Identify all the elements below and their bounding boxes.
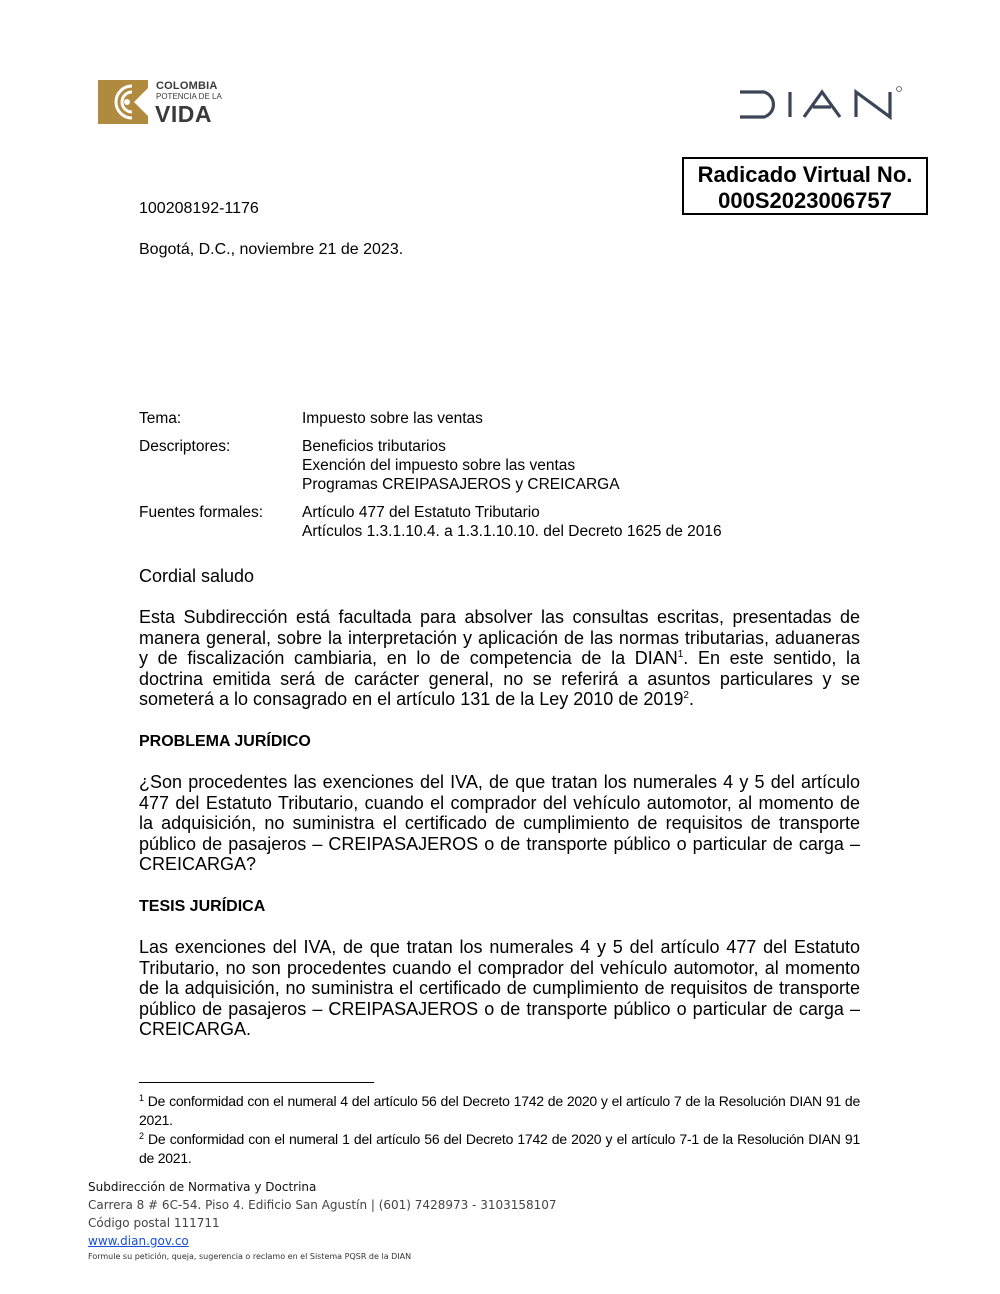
intro-text-part3: .	[688, 689, 694, 710]
footnote-text: De conformidad con el numeral 4 del artículo 56 del Decreto 1742 de 2020 y el artículo 7 de la Resolución DIAN 91 de 2021.	[139, 1093, 860, 1128]
fuentes-values	[302, 503, 722, 541]
footnote-mark: 1	[139, 1093, 144, 1103]
footnote-1	[139, 1092, 860, 1130]
radicado-label: Radicado Virtual No.	[697, 162, 913, 187]
footer-pqsr-note: Formule su petición, queja, sugerencia o reclamo en el Sistema PQSR de la DIAN	[88, 1252, 412, 1261]
descriptor-item: Exención del impuesto sobre las ventas	[302, 457, 576, 474]
descriptor-item: Beneficios tributarios	[302, 438, 446, 455]
radicado-box	[682, 157, 928, 215]
intro-text-part1: Esta Subdirección está facultada para absolver las consultas escritas, presentadas de manera general, sobre la interpretación y aplicación de las normas tributarias, aduaneras y de fiscalización cambiaria, en lo de competencia de la DIAN	[139, 607, 860, 669]
problema-paragraph: ¿Son procedentes las exenciones del IVA, de que tratan los numerales 4 y 5 del artículo 477 del Estatuto Tributario, cuando el comprador del vehículo automotor, al momento de la adquisición, no suministra el certificado de cumplimiento de requisitos de transporte público de pasajeros – CREIPASAJEROS o de transporte público o particular de carga – CREICARGA?	[139, 772, 860, 875]
footnote-separator	[139, 1082, 374, 1083]
footnote-mark: 2	[139, 1131, 144, 1141]
fuentes-label: Fuentes formales:	[139, 504, 264, 521]
footer-website-link[interactable]: www.dian.gov.co	[88, 1234, 189, 1248]
descriptores-label: Descriptores:	[139, 438, 231, 455]
fuente-item: Artículos 1.3.1.10.4. a 1.3.1.10.10. del Decreto 1625 de 2016	[302, 523, 722, 540]
footer-office: Subdirección de Normativa y Doctrina	[88, 1180, 317, 1194]
logo-text-colombia: COLOMBIA	[156, 80, 218, 92]
descriptores-values	[302, 437, 620, 494]
descriptor-item: Programas CREIPASAJEROS y CREICARGA	[302, 476, 620, 493]
document-date: Bogotá, D.C., noviembre 21 de 2023.	[139, 241, 404, 258]
footer-postal: Código postal 111711	[88, 1216, 220, 1230]
intro-paragraph	[139, 607, 860, 710]
fuente-item: Artículo 477 del Estatuto Tributario	[302, 504, 540, 521]
colombia-potencia-de-la-vida-logo	[98, 78, 238, 128]
intro-text-part2: . En este sentido, la doctrina emitida será de carácter general, no se referirá a asuntos particulares y se someterá a lo consagrado en el artículo 131 de la Ley 2010 de 2019	[139, 648, 860, 710]
tema-value: Impuesto sobre las ventas	[302, 410, 483, 427]
radicado-number: 000S2023006757	[718, 188, 892, 213]
footnote-text: De conformidad con el numeral 1 del artículo 56 del Decreto 1742 de 2020 y el artículo 7-1 de la Resolución DIAN 91 de 2021.	[139, 1131, 860, 1166]
footnote-ref-1: 1	[677, 649, 684, 661]
problema-heading: PROBLEMA JURÍDICO	[139, 733, 311, 750]
footnote-2	[139, 1130, 860, 1168]
colombia-logo-icon	[98, 78, 152, 126]
logo-text-vida: VIDA	[155, 101, 212, 127]
logo-text-potencia: POTENCIA DE LA	[156, 92, 222, 101]
dian-logo-icon	[738, 84, 908, 124]
greeting: Cordial saludo	[139, 566, 255, 586]
tesis-heading: TESIS JURÍDICA	[139, 898, 266, 915]
tema-label: Tema:	[139, 410, 182, 427]
tesis-paragraph: Las exenciones del IVA, de que tratan los numerales 4 y 5 del artículo 477 del Estatuto Tributario, no son procedentes cuando el comprador del vehículo automotor, al momento de la adquisición, no suministra el certificado de cumplimiento de requisitos de transporte público de pasajeros – CREIPASAJEROS o de transporte público o particular de carga – CREICARGA.	[139, 937, 860, 1040]
footnote-ref-2: 2	[683, 690, 689, 702]
footer-address: Carrera 8 # 6C-54. Piso 4. Edificio San Agustín | (601) 7428973 - 3103158107	[88, 1198, 557, 1212]
dian-logo	[738, 84, 908, 124]
document-number: 100208192-1176	[139, 200, 259, 217]
